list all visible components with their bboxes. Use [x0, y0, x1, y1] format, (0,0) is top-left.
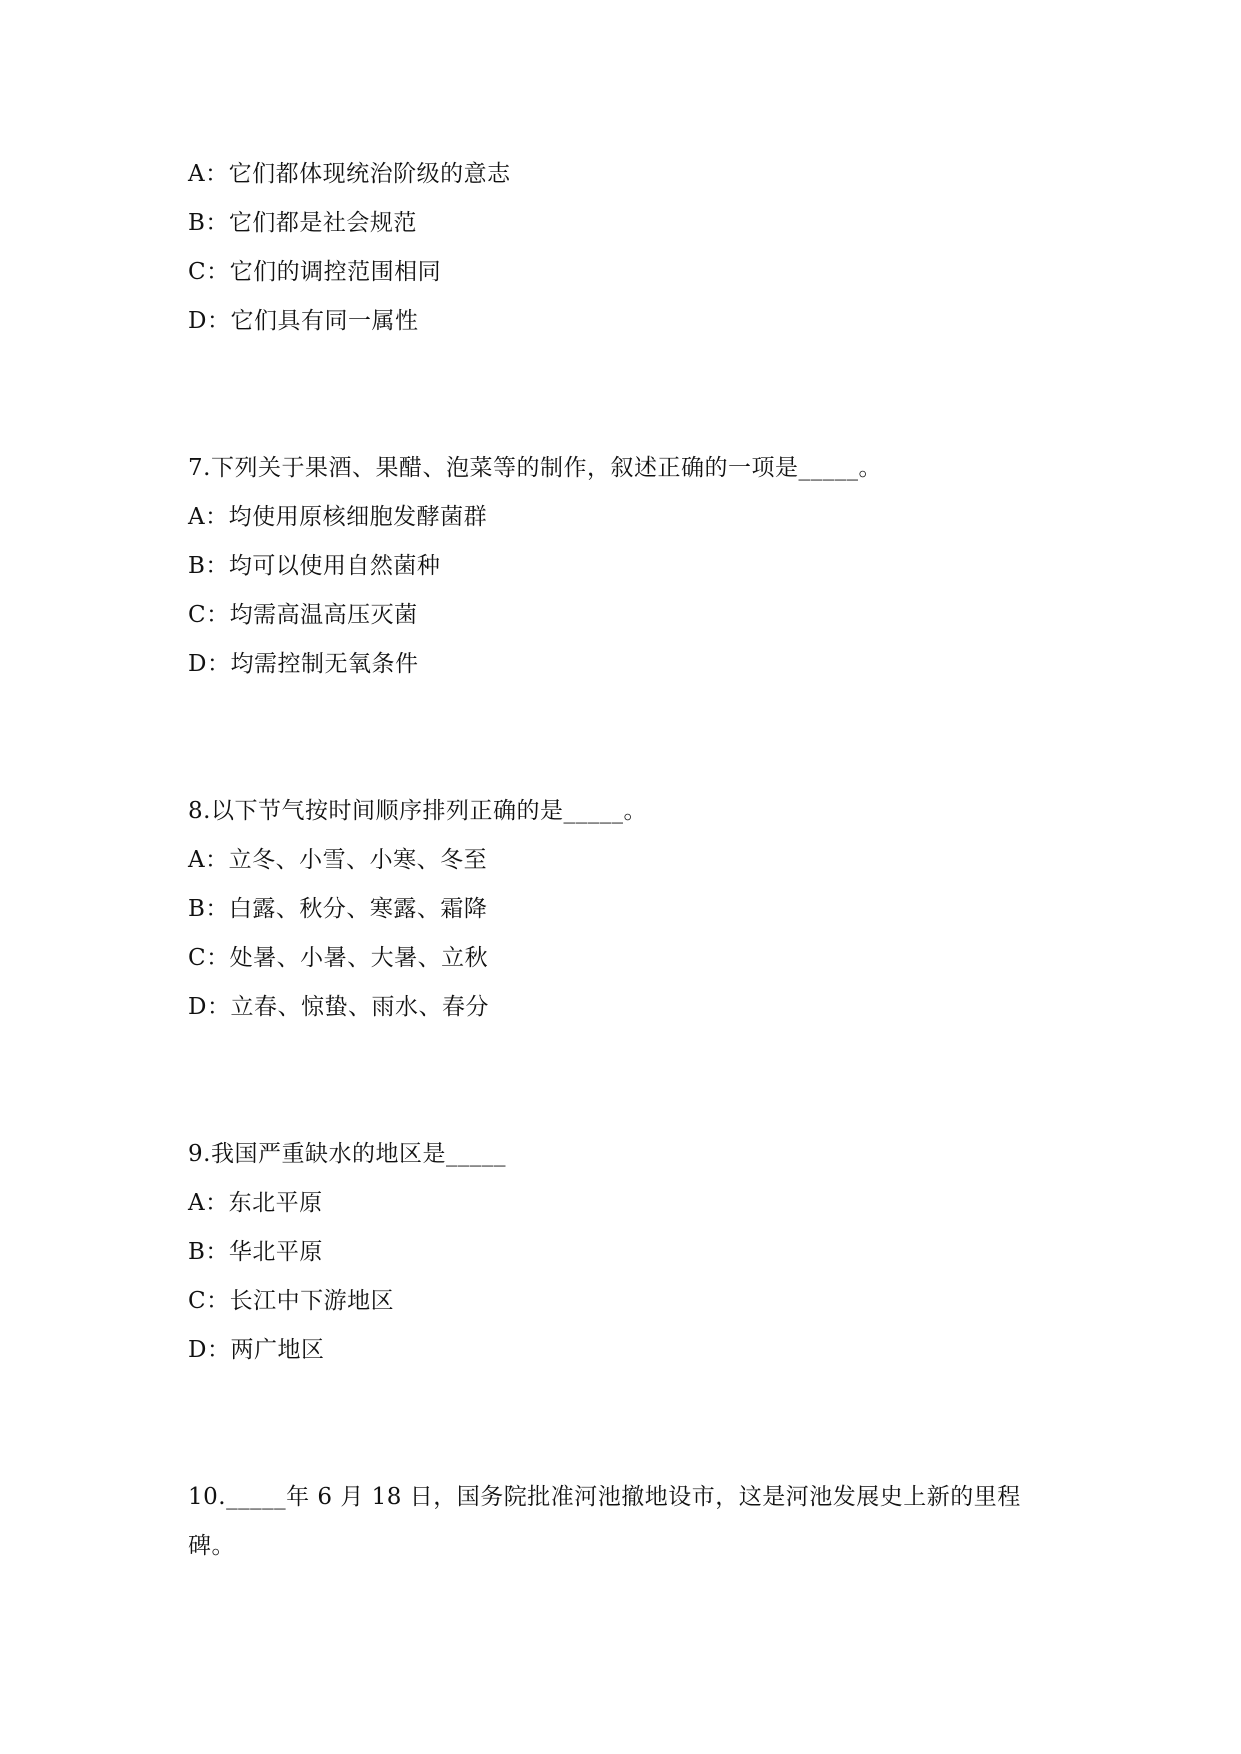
q9-stem: 9.我国严重缺水的地区是_____ — [188, 1141, 506, 1167]
q10-stem-line1: 10._____年 6 月 18 日，国务院批准河池撤地设市，这是河池发展史上新的里程 — [188, 1484, 1021, 1510]
q6-option-c: C：它们的调控范围相同 — [188, 259, 442, 285]
q6-option-a: A：它们都体现统治阶级的意志 — [188, 161, 511, 187]
q7-option-a: A：均使用原核细胞发酵菌群 — [188, 504, 488, 530]
q6-option-b: B：它们都是社会规范 — [188, 210, 417, 236]
q6-option-d: D：它们具有同一属性 — [188, 308, 419, 334]
q10-stem-line2: 碑。 — [188, 1533, 235, 1559]
q8-stem: 8.以下节气按时间顺序排列正确的是_____。 — [188, 798, 647, 824]
q8-option-d: D：立春、惊蛰、雨水、春分 — [188, 994, 489, 1020]
q9-option-c: C：长江中下游地区 — [188, 1288, 395, 1314]
q7-stem: 7.下列关于果酒、果醋、泡菜等的制作，叙述正确的一项是_____。 — [188, 455, 882, 481]
q8-option-c: C：处暑、小暑、大暑、立秋 — [188, 945, 489, 971]
q7-option-c: C：均需高温高压灭菌 — [188, 602, 418, 628]
q9-option-a: A：东北平原 — [188, 1190, 323, 1216]
q8-option-a: A：立冬、小雪、小寒、冬至 — [188, 847, 488, 873]
q7-option-d: D：均需控制无氧条件 — [188, 651, 419, 677]
q7-option-b: B：均可以使用自然菌种 — [188, 553, 441, 579]
q9-option-d: D：两广地区 — [188, 1337, 325, 1363]
q9-option-b: B：华北平原 — [188, 1239, 323, 1265]
q8-option-b: B：白露、秋分、寒露、霜降 — [188, 896, 488, 922]
